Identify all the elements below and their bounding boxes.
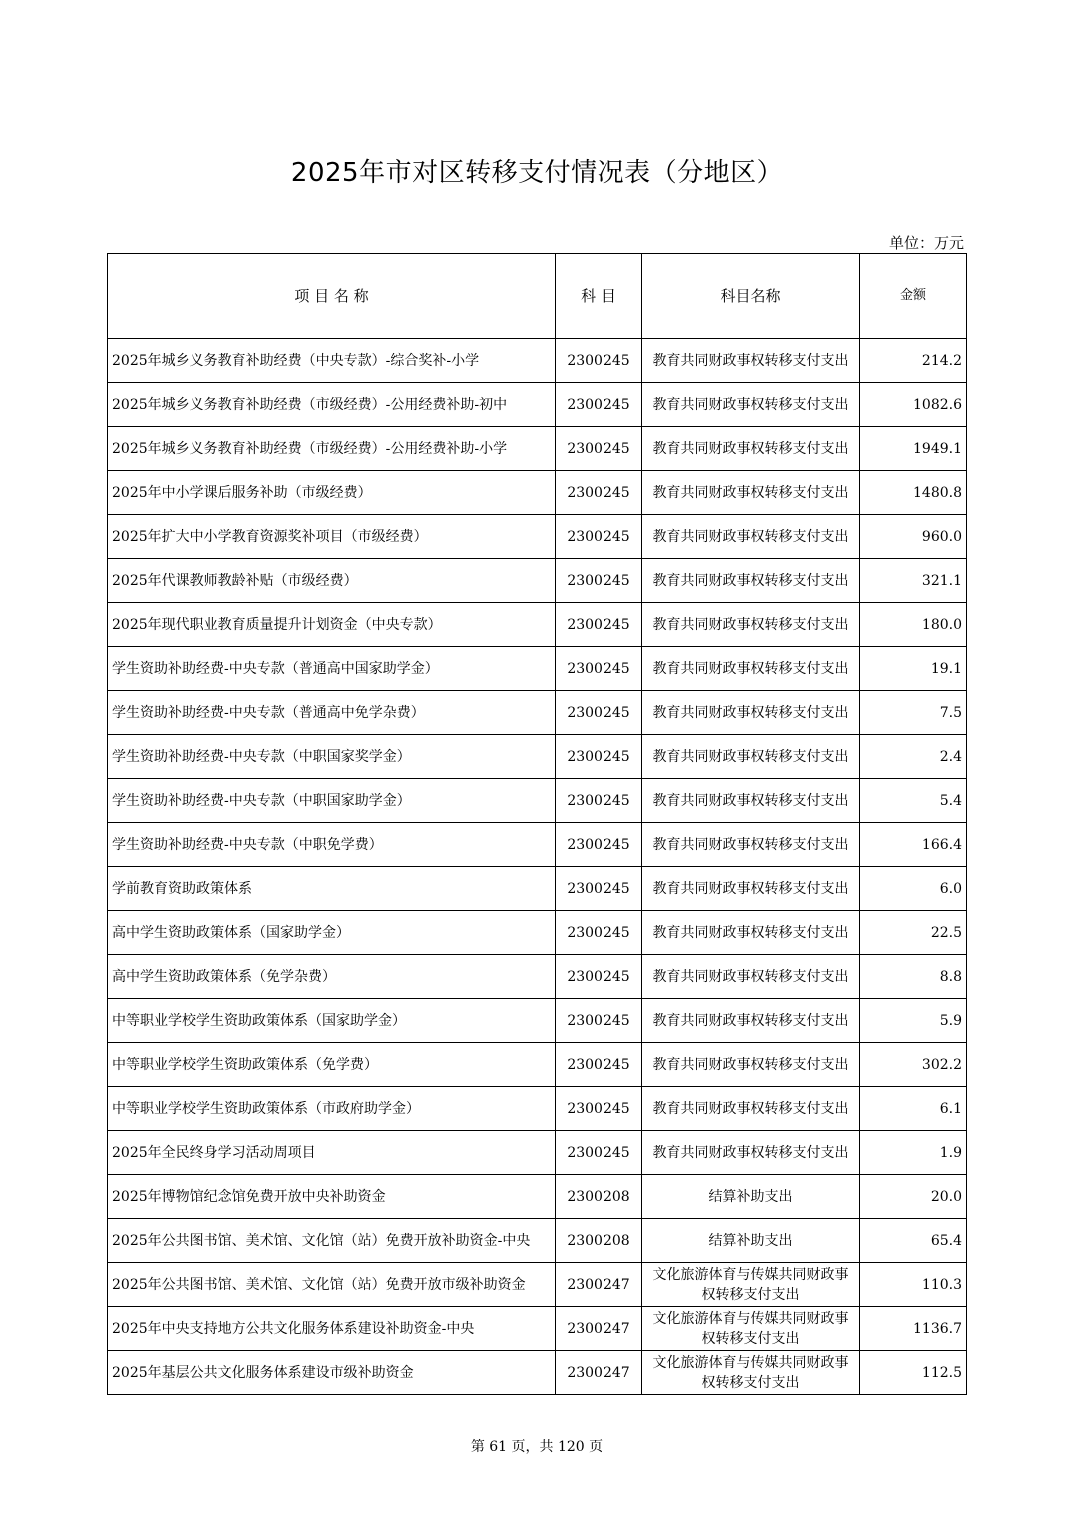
row-name-cell: 2025年公共图书馆、美术馆、文化馆（站）免费开放补助资金-中央 (108, 1219, 556, 1263)
row-subject-cell: 教育共同财政事权转移支付支出 (642, 735, 860, 779)
table-row (108, 1307, 967, 1351)
table-body (108, 339, 967, 1395)
row-amount-cell: 8.8 (860, 955, 967, 999)
row-subject-cell: 教育共同财政事权转移支付支出 (642, 647, 860, 691)
row-amount-cell: 321.1 (860, 559, 967, 603)
page-title: 2025年市对区转移支付情况表（分地区） (290, 158, 784, 188)
row-amount-cell: 20.0 (860, 1175, 967, 1219)
row-code-cell: 2300245 (556, 867, 642, 911)
transfer-table (107, 253, 967, 1395)
row-amount-cell: 112.5 (860, 1351, 967, 1395)
row-code-cell: 2300245 (556, 383, 642, 427)
row-subject-cell: 教育共同财政事权转移支付支出 (642, 603, 860, 647)
page-footer: 第 61 页，共 120 页 (470, 1439, 604, 1455)
row-name-cell: 学生资助补助经费-中央专款（中职国家助学金） (108, 779, 556, 823)
row-name-cell: 2025年全民终身学习活动周项目 (108, 1131, 556, 1175)
row-subject-cell: 教育共同财政事权转移支付支出 (642, 911, 860, 955)
row-name-cell: 2025年基层公共文化服务体系建设市级补助资金 (108, 1351, 556, 1395)
row-name-cell: 中等职业学校学生资助政策体系（市政府助学金） (108, 1087, 556, 1131)
row-subject-cell: 教育共同财政事权转移支付支出 (642, 515, 860, 559)
table-row (108, 1043, 967, 1087)
header-amount: 金额 (860, 254, 967, 339)
row-subject-cell: 教育共同财政事权转移支付支出 (642, 999, 860, 1043)
table-row (108, 823, 967, 867)
table-row (108, 1263, 967, 1307)
table-row (108, 911, 967, 955)
row-code-cell: 2300245 (556, 823, 642, 867)
row-name-cell: 2025年城乡义务教育补助经费（市级经费）-公用经费补助-小学 (108, 427, 556, 471)
row-code-cell: 2300245 (556, 735, 642, 779)
row-subject-cell: 教育共同财政事权转移支付支出 (642, 1043, 860, 1087)
row-code-cell: 2300245 (556, 1087, 642, 1131)
row-name-cell: 中等职业学校学生资助政策体系（免学费） (108, 1043, 556, 1087)
row-amount-cell: 110.3 (860, 1263, 967, 1307)
header-row (108, 254, 967, 339)
row-name-cell: 学生资助补助经费-中央专款（普通高中免学杂费） (108, 691, 556, 735)
row-subject-cell: 文化旅游体育与传媒共同财政事权转移支付支出 (642, 1263, 860, 1307)
row-name-cell: 2025年城乡义务教育补助经费（市级经费）-公用经费补助-初中 (108, 383, 556, 427)
row-code-cell: 2300247 (556, 1351, 642, 1395)
row-code-cell: 2300245 (556, 471, 642, 515)
row-code-cell: 2300245 (556, 339, 642, 383)
row-amount-cell: 2.4 (860, 735, 967, 779)
table-row (108, 691, 967, 735)
row-name-cell: 高中学生资助政策体系（免学杂费） (108, 955, 556, 999)
row-amount-cell: 1949.1 (860, 427, 967, 471)
row-code-cell: 2300247 (556, 1263, 642, 1307)
row-amount-cell: 6.1 (860, 1087, 967, 1131)
table-row (108, 339, 967, 383)
row-amount-cell: 1136.7 (860, 1307, 967, 1351)
row-name-cell: 2025年城乡义务教育补助经费（中央专款）-综合奖补-小学 (108, 339, 556, 383)
row-code-cell: 2300245 (556, 911, 642, 955)
table-row (108, 779, 967, 823)
table-row (108, 647, 967, 691)
row-amount-cell: 302.2 (860, 1043, 967, 1087)
row-name-cell: 2025年博物馆纪念馆免费开放中央补助资金 (108, 1175, 556, 1219)
row-subject-cell: 教育共同财政事权转移支付支出 (642, 955, 860, 999)
row-subject-cell: 文化旅游体育与传媒共同财政事权转移支付支出 (642, 1307, 860, 1351)
row-amount-cell: 7.5 (860, 691, 967, 735)
row-code-cell: 2300245 (556, 647, 642, 691)
row-amount-cell: 166.4 (860, 823, 967, 867)
row-code-cell: 2300245 (556, 1043, 642, 1087)
row-name-cell: 高中学生资助政策体系（国家助学金） (108, 911, 556, 955)
row-subject-cell: 教育共同财政事权转移支付支出 (642, 427, 860, 471)
row-code-cell: 2300245 (556, 779, 642, 823)
row-name-cell: 学生资助补助经费-中央专款（中职免学费） (108, 823, 556, 867)
row-amount-cell: 1.9 (860, 1131, 967, 1175)
row-subject-cell: 教育共同财政事权转移支付支出 (642, 339, 860, 383)
row-name-cell: 中等职业学校学生资助政策体系（国家助学金） (108, 999, 556, 1043)
row-name-cell: 2025年公共图书馆、美术馆、文化馆（站）免费开放市级补助资金 (108, 1263, 556, 1307)
table-row (108, 1087, 967, 1131)
row-code-cell: 2300208 (556, 1219, 642, 1263)
header-subject: 科目名称 (642, 254, 860, 339)
row-subject-cell: 文化旅游体育与传媒共同财政事权转移支付支出 (642, 1351, 860, 1395)
table-row (108, 1131, 967, 1175)
table-row (108, 559, 967, 603)
row-code-cell: 2300245 (556, 559, 642, 603)
table-row (108, 515, 967, 559)
row-subject-cell: 教育共同财政事权转移支付支出 (642, 823, 860, 867)
row-amount-cell: 19.1 (860, 647, 967, 691)
row-code-cell: 2300247 (556, 1307, 642, 1351)
row-subject-cell: 结算补助支出 (642, 1219, 860, 1263)
row-name-cell: 学前教育资助政策体系 (108, 867, 556, 911)
table-row (108, 471, 967, 515)
row-code-cell: 2300245 (556, 515, 642, 559)
row-amount-cell: 214.2 (860, 339, 967, 383)
row-subject-cell: 教育共同财政事权转移支付支出 (642, 1131, 860, 1175)
row-subject-cell: 教育共同财政事权转移支付支出 (642, 1087, 860, 1131)
row-subject-cell: 教育共同财政事权转移支付支出 (642, 471, 860, 515)
row-amount-cell: 1082.6 (860, 383, 967, 427)
row-subject-cell: 教育共同财政事权转移支付支出 (642, 779, 860, 823)
row-name-cell: 2025年现代职业教育质量提升计划资金（中央专款） (108, 603, 556, 647)
row-name-cell: 2025年中央支持地方公共文化服务体系建设补助资金-中央 (108, 1307, 556, 1351)
row-name-cell: 学生资助补助经费-中央专款（普通高中国家助学金） (108, 647, 556, 691)
row-subject-cell: 教育共同财政事权转移支付支出 (642, 867, 860, 911)
header-name: 项 目 名 称 (108, 254, 556, 339)
table-row (108, 1351, 967, 1395)
table-row (108, 1219, 967, 1263)
row-code-cell: 2300245 (556, 691, 642, 735)
row-name-cell: 2025年扩大中小学教育资源奖补项目（市级经费） (108, 515, 556, 559)
row-name-cell: 2025年中小学课后服务补助（市级经费） (108, 471, 556, 515)
unit-label: 单位：万元 (888, 234, 964, 252)
table-row (108, 383, 967, 427)
row-amount-cell: 6.0 (860, 867, 967, 911)
row-subject-cell: 教育共同财政事权转移支付支出 (642, 691, 860, 735)
row-amount-cell: 960.0 (860, 515, 967, 559)
row-subject-cell: 教育共同财政事权转移支付支出 (642, 559, 860, 603)
table-row (108, 1175, 967, 1219)
row-amount-cell: 22.5 (860, 911, 967, 955)
table-row (108, 735, 967, 779)
row-code-cell: 2300245 (556, 603, 642, 647)
row-amount-cell: 65.4 (860, 1219, 967, 1263)
table-row (108, 999, 967, 1043)
row-amount-cell: 5.4 (860, 779, 967, 823)
row-subject-cell: 结算补助支出 (642, 1175, 860, 1219)
row-code-cell: 2300245 (556, 427, 642, 471)
row-code-cell: 2300245 (556, 999, 642, 1043)
row-code-cell: 2300208 (556, 1175, 642, 1219)
row-amount-cell: 5.9 (860, 999, 967, 1043)
row-name-cell: 2025年代课教师教龄补贴（市级经费） (108, 559, 556, 603)
header-code: 科 目 (556, 254, 642, 339)
table-row (108, 955, 967, 999)
table-row (108, 867, 967, 911)
row-amount-cell: 1480.8 (860, 471, 967, 515)
row-name-cell: 学生资助补助经费-中央专款（中职国家奖学金） (108, 735, 556, 779)
table-row (108, 427, 967, 471)
row-amount-cell: 180.0 (860, 603, 967, 647)
row-code-cell: 2300245 (556, 955, 642, 999)
table-row (108, 603, 967, 647)
row-subject-cell: 教育共同财政事权转移支付支出 (642, 383, 860, 427)
row-code-cell: 2300245 (556, 1131, 642, 1175)
